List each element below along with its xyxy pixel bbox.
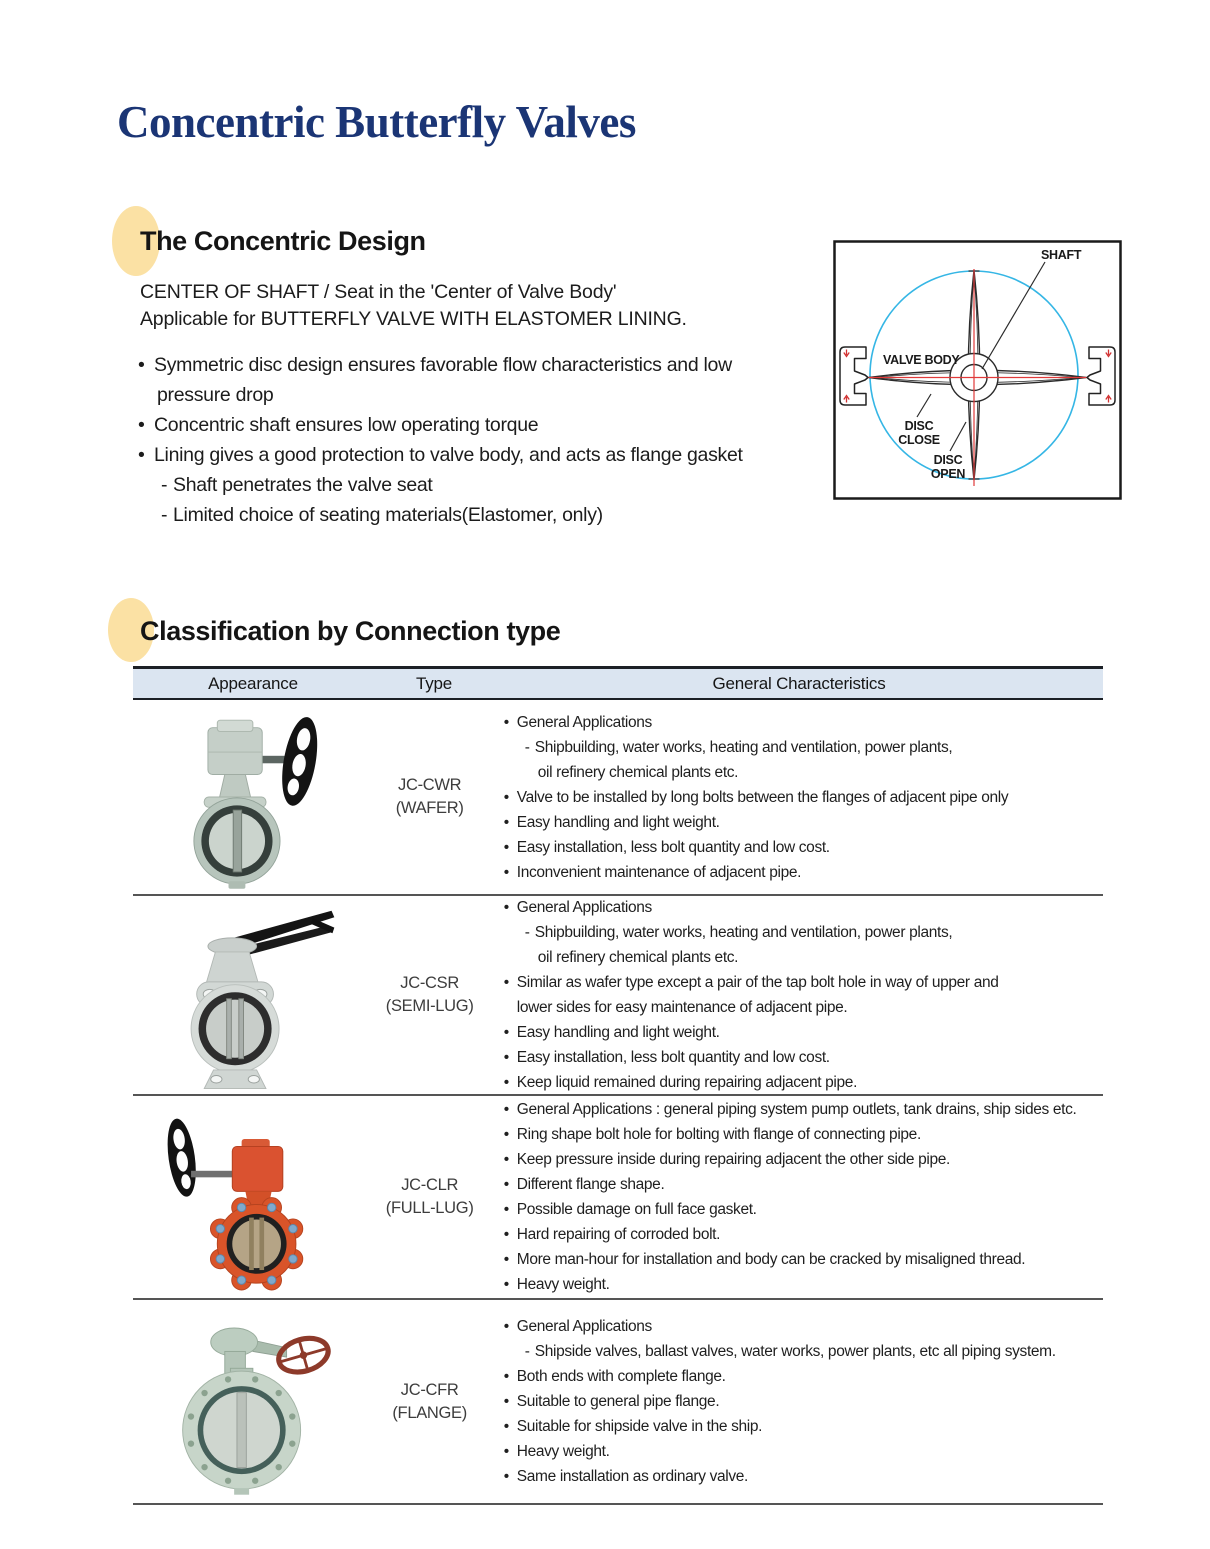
type-cell xyxy=(370,896,490,1094)
text-line: • Keep pressure inside during repairing adjacent the other side pipe. xyxy=(504,1147,1103,1172)
text-line: • General Applications xyxy=(504,895,1103,920)
table-header-row xyxy=(133,666,1103,700)
type-cell xyxy=(370,1096,490,1298)
characteristics-cell xyxy=(490,896,1103,1094)
text-line: - Shipside valves, ballast valves, water works, power plants, etc all piping system. xyxy=(504,1339,1103,1364)
valve-body-label: VALVE BODY xyxy=(883,353,960,367)
text-line: • Ring shape bolt hole for bolting with flange of connecting pipe. xyxy=(504,1122,1103,1147)
type-name: (SEMI-LUG) xyxy=(385,997,474,1015)
column-header-type: Type xyxy=(415,673,453,693)
text-line: oil refinery chemical plants etc. xyxy=(537,949,739,966)
text-line: pressure drop xyxy=(157,384,274,406)
table-row-jc-csr xyxy=(133,896,1103,1096)
valve-photo-semi-lug xyxy=(148,901,354,1089)
valve-neck xyxy=(206,952,258,984)
type-code: JC-CFR xyxy=(400,1380,459,1399)
text-line: • Easy installation, less bolt quantity and low cost. xyxy=(504,1045,1103,1070)
text-line: • Same installation as ordinary valve. xyxy=(504,1464,1103,1489)
gearbox xyxy=(208,728,262,775)
characteristics-cell xyxy=(490,1300,1103,1503)
concentric-design-diagram xyxy=(833,240,1122,500)
disc-open-label: DISC xyxy=(933,453,963,467)
text-line: - Limited choice of seating materials(Elastomer, only) xyxy=(137,500,743,530)
classification-table xyxy=(133,666,1103,1505)
appearance-cell xyxy=(133,700,370,894)
text-line: • Keep liquid remained during repairing adjacent pipe. xyxy=(504,1070,1103,1095)
text-line: • Inconvenient maintenance of adjacent pipe. xyxy=(504,860,1103,885)
valve-photo-full-lug xyxy=(148,1103,354,1291)
appearance-cell xyxy=(133,896,370,1094)
table-row-jc-cfr xyxy=(133,1300,1103,1505)
text-line: - Shaft penetrates the valve seat xyxy=(137,470,743,500)
gearbox xyxy=(233,1146,284,1191)
disc-close-label: CLOSE xyxy=(898,433,940,447)
text-line: • Possible damage on full face gasket. xyxy=(504,1197,1103,1222)
shaft-label: SHAFT xyxy=(1041,248,1082,262)
page-title: Concentric Butterfly Valves xyxy=(117,97,636,147)
text-line: • Symmetric disc design ensures favorable flow characteristics and low xyxy=(137,350,743,380)
appearance-cell xyxy=(133,1096,370,1298)
text-line: • Different flange shape. xyxy=(504,1172,1103,1197)
text-line: oil refinery chemical plants etc. xyxy=(537,763,739,781)
disc-close-label: DISC xyxy=(904,419,934,433)
text-line: • Suitable to general pipe flange. xyxy=(504,1389,1103,1414)
type-code: JC-CLR xyxy=(401,1176,459,1194)
valve-photo-wafer xyxy=(148,703,354,891)
valve-disc xyxy=(206,1000,264,1058)
text-line: • General Applications xyxy=(504,1314,1103,1339)
text-line: • Similar as wafer type except a pair of the tap bolt hole in way of upper and xyxy=(504,970,1103,995)
characteristics-cell xyxy=(490,700,1103,894)
table-row-jc-clr xyxy=(133,1096,1103,1300)
valve-photo-flange xyxy=(148,1308,354,1496)
right-pipe-flange xyxy=(1087,347,1115,405)
type-code: JC-CWR xyxy=(398,776,462,794)
text-line: • Both ends with complete flange. xyxy=(504,1364,1103,1389)
valve-neck xyxy=(219,775,251,799)
text-line: lower sides for easy maintenance of adjacent pipe. xyxy=(516,999,848,1016)
text-line: • Easy installation, less bolt quantity and low cost. xyxy=(504,835,1103,860)
text-line: • General Applications : general piping system pump outlets, tank drains, ship sides etc. xyxy=(504,1097,1103,1122)
intro-line: Applicable for BUTTERFLY VALVE WITH ELASTOMER LINING. xyxy=(140,308,687,330)
text-line: • Valve to be installed by long bolts between the flanges of adjacent pipe only xyxy=(504,785,1103,810)
column-header-appearance: Appearance xyxy=(208,673,298,693)
text-line: • Heavy weight. xyxy=(504,1272,1103,1297)
text-line: • Suitable for shipside valve in the ship. xyxy=(504,1414,1103,1439)
left-pipe-flange xyxy=(840,347,868,405)
intro-line: CENTER OF SHAFT / Seat in the 'Center of Valve Body' xyxy=(140,281,617,303)
text-line: • Easy handling and light weight. xyxy=(504,810,1103,835)
classification-section-heading: Classification by Connection type xyxy=(140,616,561,646)
wheel-shaft xyxy=(191,1171,236,1178)
disc-open-label: OPEN xyxy=(930,467,966,481)
design-bullet-list xyxy=(137,350,743,530)
type-cell xyxy=(370,700,490,894)
text-line: • More man-hour for installation and body can be cracked by misaligned thread. xyxy=(504,1247,1103,1272)
type-cell xyxy=(370,1300,490,1503)
type-name: (WAFER) xyxy=(395,799,464,817)
type-code: JC-CSR xyxy=(400,974,459,992)
type-name: (FULL-LUG) xyxy=(385,1199,474,1217)
text-line: • General Applications xyxy=(504,710,1103,735)
design-section-heading: The Concentric Design xyxy=(140,226,426,256)
text-line: • Concentric shaft ensures low operating torque xyxy=(137,410,743,440)
text-line: • Heavy weight. xyxy=(504,1439,1103,1464)
valve-cross-section-diagram xyxy=(833,240,1122,500)
column-header-general-characteristics: General Characteristics xyxy=(712,673,886,693)
gear-handwheel-icon xyxy=(164,1117,201,1199)
text-line: • Easy handling and light weight. xyxy=(504,1020,1103,1045)
text-line: • Hard repairing of corroded bolt. xyxy=(504,1222,1103,1247)
design-intro xyxy=(140,279,687,333)
text-line: - Shipbuilding, water works, heating and ventilation, power plants, xyxy=(504,920,1103,945)
characteristics-cell xyxy=(490,1096,1103,1298)
type-name: (FLANGE) xyxy=(392,1403,467,1422)
valve-disc xyxy=(233,1219,282,1268)
appearance-cell xyxy=(133,1300,370,1503)
text-line: - Shipbuilding, water works, heating and ventilation, power plants, xyxy=(504,735,1103,760)
text-line: • Lining gives a good protection to valve body, and acts as flange gasket xyxy=(137,440,743,470)
table-row-jc-cwr xyxy=(133,700,1103,896)
